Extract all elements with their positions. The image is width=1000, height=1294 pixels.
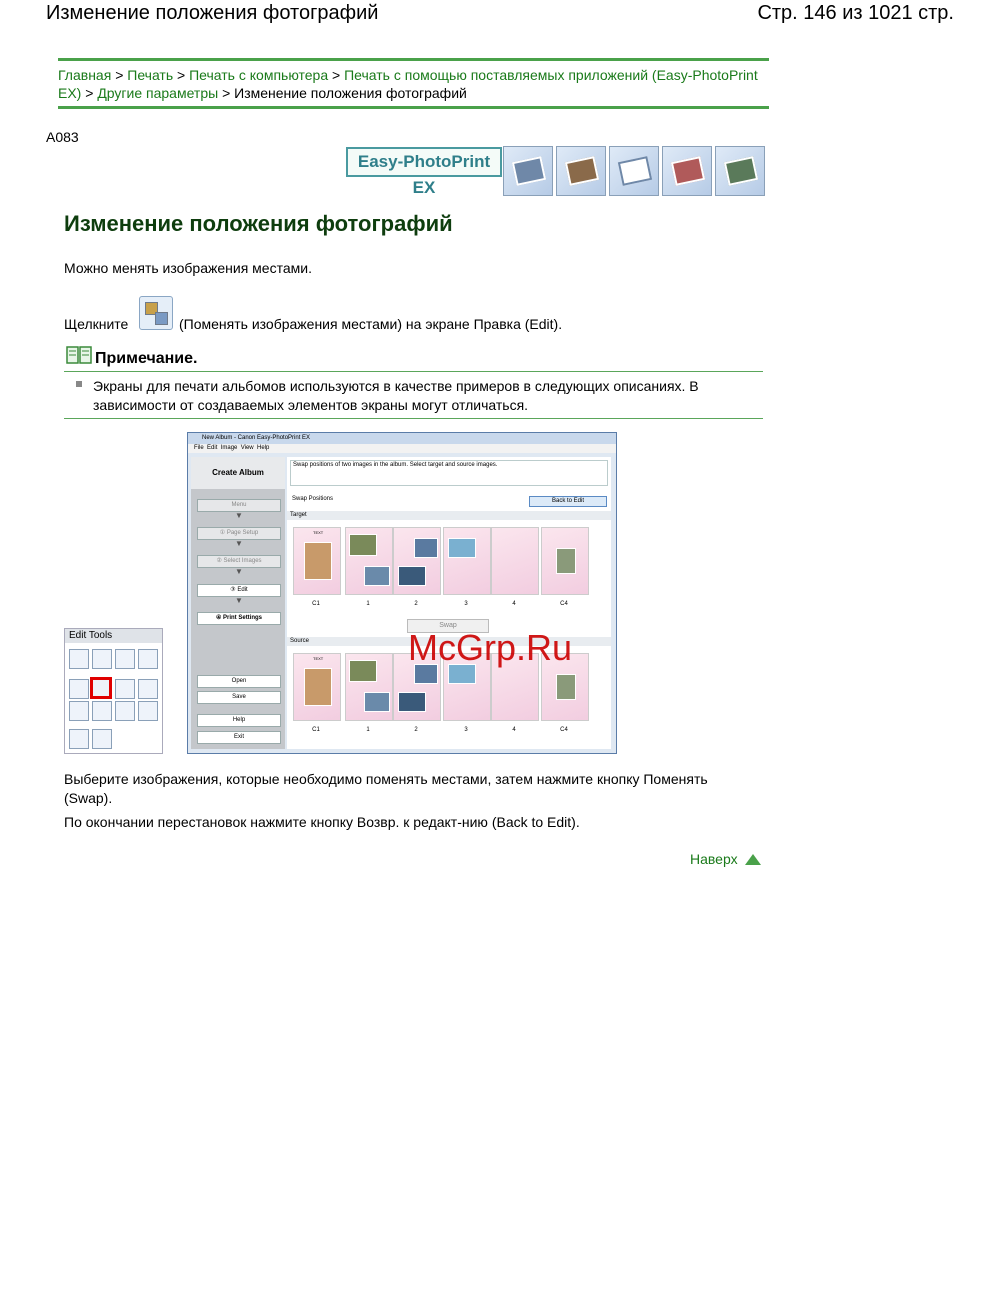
breadcrumb-separator: > — [85, 85, 94, 101]
step-arrow-icon: ▼ — [235, 596, 243, 605]
step-label: Select Images — [223, 558, 262, 564]
page-counter: Стр. 146 из 1021 стр. — [757, 2, 954, 24]
page-title: Изменение положения фотографий — [64, 211, 453, 236]
step-number: ③ — [230, 587, 236, 593]
note-bullet — [76, 381, 82, 387]
exit-button[interactable]: Exit — [197, 731, 281, 744]
menu-edit[interactable]: Edit — [207, 445, 218, 451]
note-item: Экраны для печати альбомов используются в качестве примеров в следующих описаниях. В зависимости от создаваемых элементов экраны могут отличаться. — [93, 378, 699, 413]
step-arrow-icon: ▼ — [235, 567, 243, 576]
instruction-suffix: (Поменять изображения местами) на экране Правка (Edit). — [179, 316, 563, 332]
album-icon[interactable] — [503, 146, 553, 196]
up-arrow-icon[interactable] — [745, 854, 761, 865]
source-label: Source — [287, 637, 611, 646]
swap-button[interactable]: Swap — [407, 619, 489, 633]
page-label-1: 1 — [366, 727, 370, 733]
tool-rotate-left-icon[interactable] — [69, 649, 89, 669]
after-text-2: По окончании перестановок нажмите кнопку Возвр. к редакт-нию (Back to Edit). — [64, 814, 580, 830]
target-page-c1[interactable] — [293, 527, 341, 595]
breadcrumb-bottom-rule — [58, 106, 769, 109]
tool-add-image-icon[interactable] — [115, 649, 135, 669]
target-page-2[interactable] — [393, 527, 441, 595]
page-label-3: 3 — [464, 727, 468, 733]
after-text-1: Выберите изображения, которые необходимо поменять местами, затем нажмите кнопку Поменять (Swap). — [64, 771, 708, 806]
page-label-c1: C1 — [312, 601, 320, 607]
breadcrumb-separator: > — [222, 85, 231, 101]
tool-text-icon[interactable] — [69, 729, 89, 749]
swap-images-icon — [139, 296, 173, 330]
tool-frame-icon[interactable] — [69, 701, 89, 721]
app-menu-bar — [188, 444, 616, 453]
menu-file[interactable]: File — [194, 445, 204, 451]
easy-photoprint-logo: Easy-PhotoPrint EX — [346, 147, 502, 177]
panel-title: Swap Positions — [292, 496, 334, 502]
target-page-4[interactable] — [491, 527, 539, 595]
help-button[interactable]: Help — [197, 714, 281, 727]
breadcrumb-current: Изменение положения фотографий — [234, 85, 467, 101]
source-page-c1[interactable] — [293, 653, 341, 721]
back-to-edit-button[interactable]: Back to Edit — [529, 496, 607, 507]
edit-tools-panel — [64, 628, 163, 754]
page-label-1: 1 — [366, 601, 370, 607]
breadcrumb-link-print-from-computer[interactable]: Печать с компьютера — [189, 67, 329, 83]
sticker-icon[interactable] — [662, 146, 712, 196]
breadcrumb-separator: > — [115, 67, 124, 83]
back-to-top-link[interactable]: Наверх — [690, 851, 738, 867]
note-top-rule — [64, 371, 763, 372]
note-title: Примечание. — [95, 350, 198, 367]
document-id: A083 — [46, 129, 79, 145]
step-print-settings-button[interactable] — [197, 612, 281, 625]
menu-help[interactable]: Help — [256, 445, 270, 451]
step-arrow-icon: ▼ — [235, 539, 243, 548]
open-button[interactable]: Open — [197, 675, 281, 688]
target-page-1[interactable] — [345, 527, 393, 595]
app-sidebar — [191, 457, 285, 749]
tool-change-image-icon[interactable] — [69, 679, 89, 699]
tool-effect-icon[interactable] — [138, 701, 158, 721]
breadcrumb-separator: > — [332, 67, 341, 83]
tool-shape-icon[interactable] — [115, 701, 135, 721]
layout-print-icon[interactable] — [715, 146, 765, 196]
page-text: TEXT — [313, 656, 324, 661]
edit-tools-title: Edit Tools — [65, 629, 162, 643]
breadcrumb-link-print[interactable]: Печать — [127, 67, 174, 83]
step-number: ④ — [215, 615, 222, 621]
step-label: Edit — [237, 587, 248, 593]
app-window — [187, 432, 617, 754]
menu-view[interactable]: View — [240, 445, 254, 451]
app-main-area — [287, 457, 611, 749]
page-label-4: 4 — [512, 601, 516, 607]
app-window-title: New Album - Canon Easy-PhotoPrint EX — [188, 433, 616, 444]
intro-text: Можно менять изображения местами. — [64, 260, 312, 276]
target-page-3[interactable] — [443, 527, 491, 595]
note-book-icon — [66, 346, 92, 364]
photo-print-icon[interactable] — [556, 146, 606, 196]
page-label-c4: C4 — [560, 727, 568, 733]
instruction-prefix: Щелкните — [64, 316, 129, 332]
step-menu-button[interactable]: Menu — [197, 499, 281, 512]
step-number: ① — [219, 530, 226, 536]
source-page-1[interactable] — [345, 653, 393, 721]
step-arrow-icon: ▼ — [235, 511, 243, 520]
watermark: McGrp.Ru — [408, 627, 573, 668]
swap-instructions: Swap positions of two images in the album. Select target and source images. — [290, 460, 608, 486]
save-button[interactable]: Save — [197, 691, 281, 704]
page-label-2: 2 — [414, 601, 418, 607]
target-label: Target — [287, 511, 611, 520]
menu-image[interactable]: Image — [220, 445, 238, 451]
page-text: TEXT — [313, 530, 324, 535]
breadcrumb-separator: > — [177, 67, 186, 83]
step-label: Print Settings — [223, 615, 263, 621]
tool-background-icon[interactable] — [92, 701, 112, 721]
page-label-c1: C1 — [312, 727, 320, 733]
page-label-2: 2 — [414, 727, 418, 733]
document-header-title: Изменение положения фотографий — [46, 2, 379, 24]
page-label-3: 3 — [464, 601, 468, 607]
breadcrumb-link-home[interactable]: Главная — [58, 67, 112, 83]
page-label-4: 4 — [512, 727, 516, 733]
step-number: ② — [216, 558, 222, 564]
tool-trim-icon[interactable] — [115, 679, 135, 699]
breadcrumb — [58, 66, 758, 102]
sidebar-header: Create Album — [191, 457, 285, 489]
calendar-icon[interactable] — [609, 146, 659, 196]
tool-layout-icon[interactable] — [138, 649, 158, 669]
page-label-c4: C4 — [560, 601, 568, 607]
breadcrumb-link-bundled-apps[interactable]: Печать с помощью поставляемых приложений (Easy-PhotoPrint EX) — [58, 67, 758, 101]
tool-correct-image-icon[interactable] — [138, 679, 158, 699]
breadcrumb-top-rule — [58, 58, 769, 61]
step-label: Page Setup — [226, 530, 259, 536]
tool-rotate-right-icon[interactable] — [92, 649, 112, 669]
tool-text-edit-icon[interactable] — [92, 729, 112, 749]
note-bottom-rule — [64, 418, 763, 419]
target-page-c4[interactable] — [541, 527, 589, 595]
breadcrumb-link-other-settings[interactable]: Другие параметры — [97, 85, 219, 101]
tool-swap-images-icon[interactable] — [90, 677, 112, 699]
